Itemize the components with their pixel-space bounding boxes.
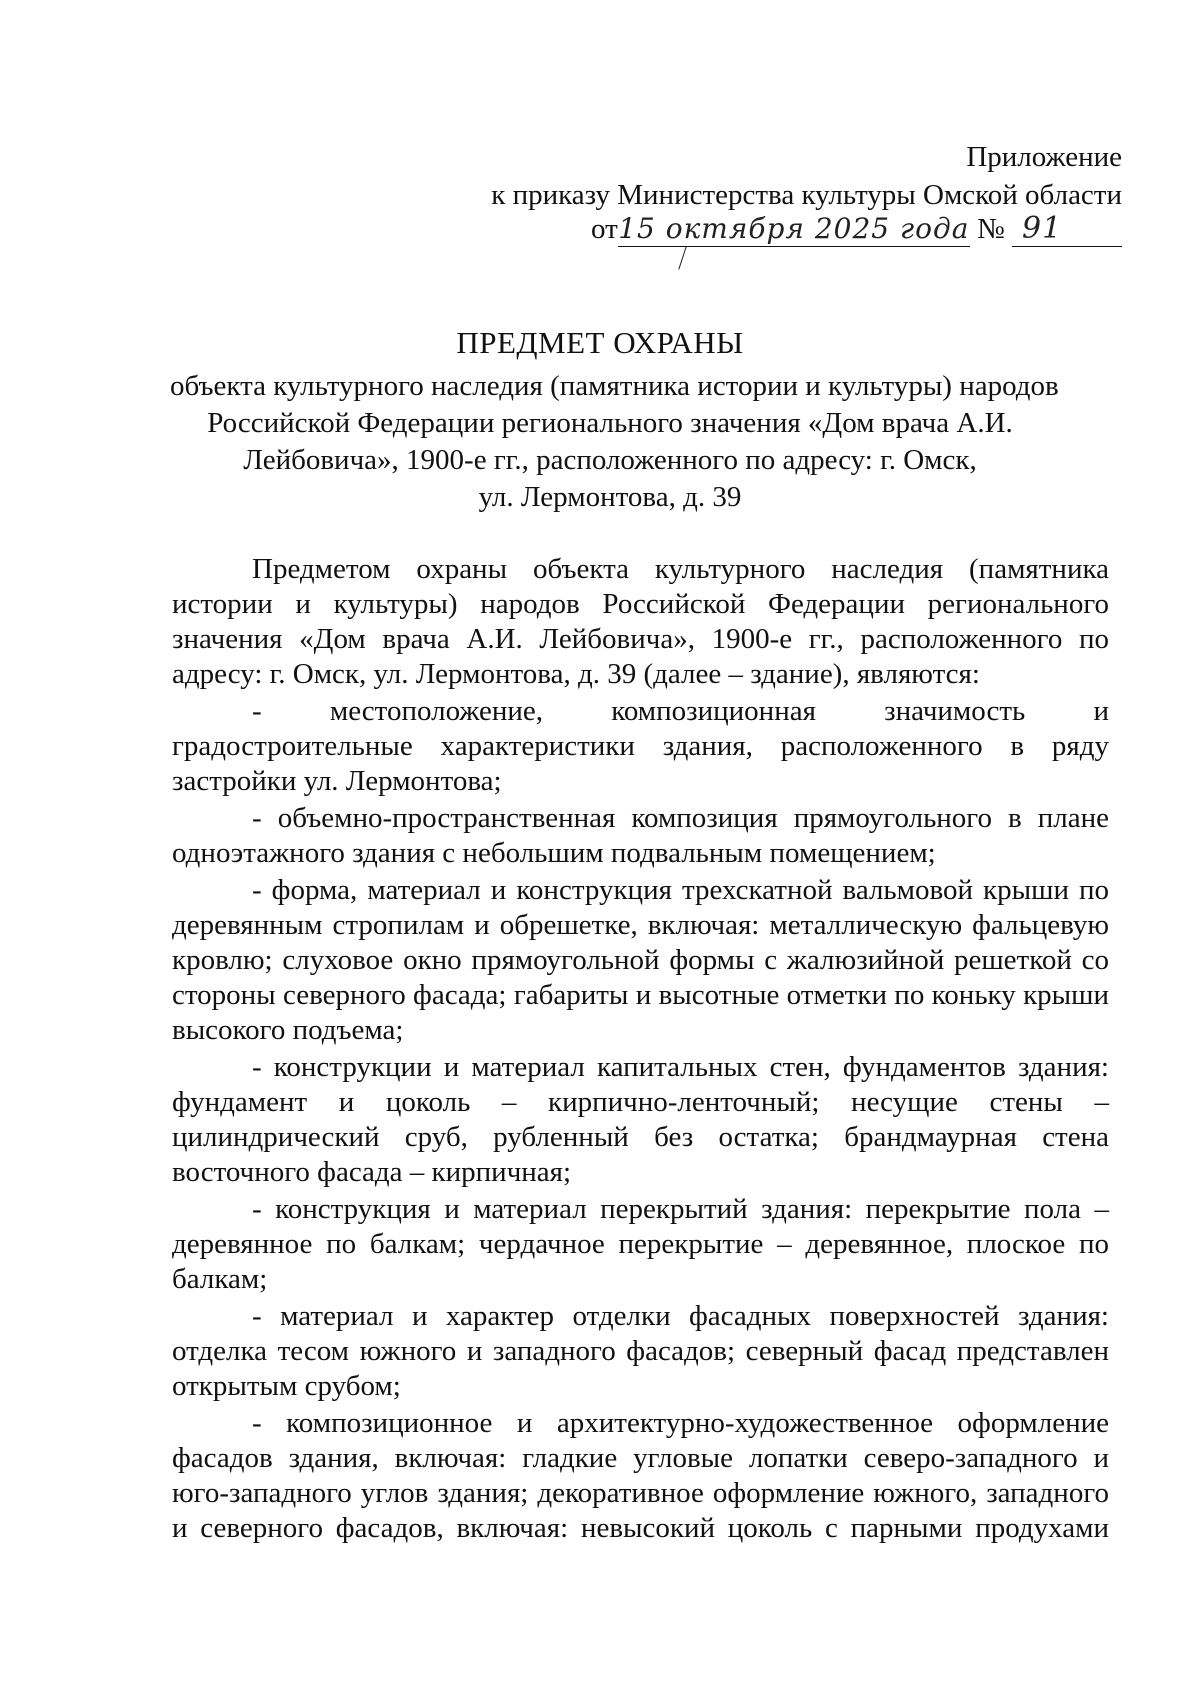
list-item: - объемно-пространственная композиция прямоугольного в плане одноэтажного здания с небольшим подвальным помещением; bbox=[172, 802, 1109, 869]
list-item: - композиционное и архитектурно-художественное оформление фасадов здания, включая: гладкие угловые лопатки северо-западного и юго-западного углов здания; декоративное оформление южного, западного и северного фасадов, включая: невысокий цоколь с парными продухами bbox=[172, 1407, 1109, 1544]
subtitle-line: Лейбовича», 1900-е гг., расположенного по адресу: г. Омск, bbox=[243, 444, 977, 476]
subtitle-line: Российской Федерации регионального значения «Дом врача А.И. bbox=[207, 407, 1013, 439]
document-subtitle bbox=[170, 368, 1059, 516]
list-item: - конструкции и материал капитальных стен, фундаментов здания: фундамент и цоколь – кирпично-ленточный; несущие стены – цилиндрический сруб, рубленный без остатка; брандмаурная стена восточного фасада – кирпичная; bbox=[172, 1051, 1109, 1188]
handwritten-number: 91 bbox=[1012, 212, 1122, 247]
list-item: - форма, материал и конструкция трехскатной вальмовой крыши по деревянным стропилам и обрешетке, включая: металлическую фальцевую кровлю; слуховое окно прямоугольной формы с жалюзийной решеткой со стороны северного фасада; габариты и высотные отметки по коньку крыши высокого подъема; bbox=[172, 874, 1109, 1046]
order-reference: к приказу Министерства культуры Омской области bbox=[491, 179, 1122, 211]
subtitle-line: ул. Лермонтова, д. 39 bbox=[478, 481, 742, 513]
list-item: - материал и характер отделки фасадных поверхностей здания: отделка тесом южного и западного фасадов; северный фасад представлен открытым срубом; bbox=[172, 1300, 1109, 1402]
number-prefix: № bbox=[977, 213, 1005, 245]
subtitle-line: объекта культурного наследия (памятника истории и культуры) народов bbox=[170, 370, 1059, 402]
appendix-label: Приложение bbox=[966, 141, 1122, 173]
document-body bbox=[172, 552, 1109, 1546]
order-date-number-line bbox=[591, 212, 1122, 256]
list-item: - местоположение, композиционная значимость и градостроительные характеристики здания, расположенного в ряду застройки ул. Лермонтова; bbox=[172, 695, 1109, 797]
appendix-block bbox=[491, 138, 1122, 214]
handwritten-date: 15 октября 2025 года bbox=[618, 212, 970, 245]
intro-paragraph: Предметом охраны объекта культурного наследия (памятника истории и культуры) народов Российской Федерации регионального значения «Дом врача А.И. Лейбовича», 1900-е гг., расположенного по адресу: г. Омск, ул. Лермонтова, д. 39 (далее – здание), являются: bbox=[172, 553, 1109, 690]
date-prefix: от bbox=[591, 213, 618, 245]
list-item: - конструкция и материал перекрытий здания: перекрытие пола – деревянное по балкам; чердачное перекрытие – деревянное, плоское по балкам; bbox=[172, 1193, 1109, 1295]
document-title: ПРЕДМЕТ ОХРАНЫ bbox=[456, 325, 744, 360]
